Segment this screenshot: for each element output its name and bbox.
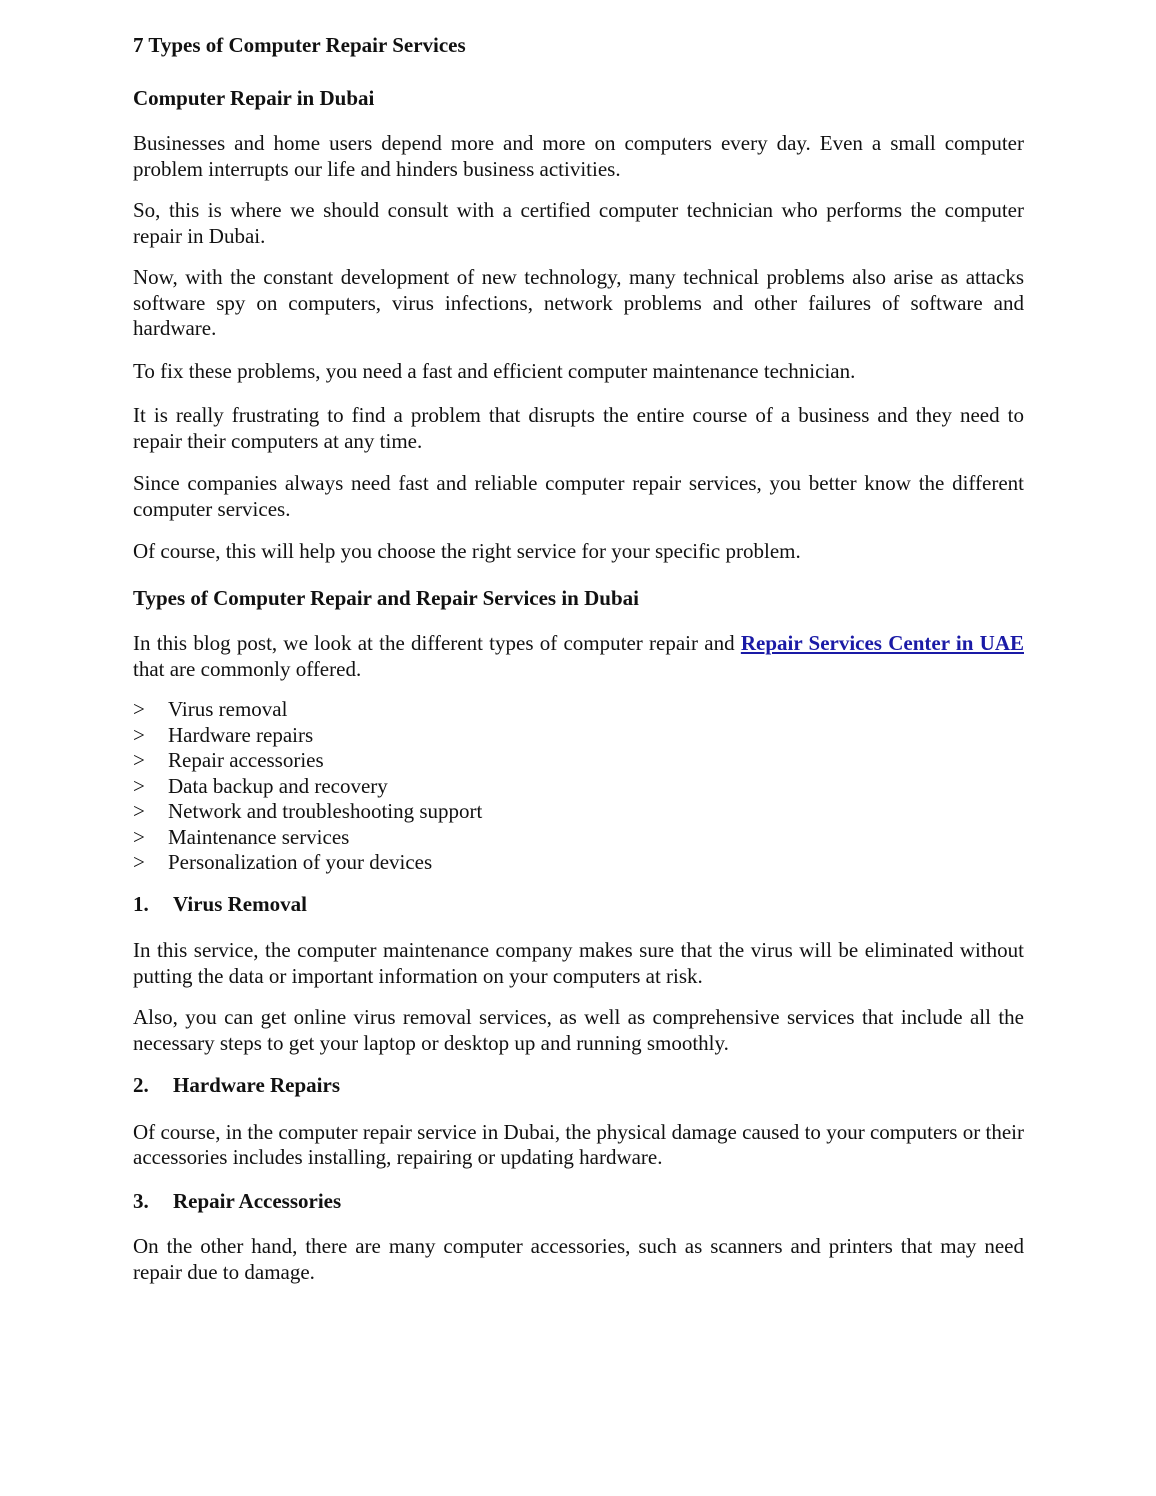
intro-paragraph: Now, with the constant development of new technology, many technical problems also arise as attacks software spy on computers, virus infections, network problems and other failures of software and hardware. (133, 265, 1024, 340)
list-item (133, 723, 1024, 749)
document-title: 7 Types of Computer Repair Services (133, 33, 466, 57)
list-item (133, 825, 1024, 851)
types-intro-text-end: that are commonly offered. (133, 656, 362, 681)
types-intro-paragraph (133, 631, 1024, 682)
intro-paragraph: To fix these problems, you need a fast and efficient computer maintenance technician. (133, 358, 856, 383)
list-item-label: Network and troubleshooting support (168, 799, 483, 823)
document-page (133, 33, 1024, 1285)
section-title: Repair Accessories (173, 1188, 342, 1213)
section-paragraph: In this service, the computer maintenance company makes sure that the virus will be eliminated without putting the data or important information on your computers at risk. (133, 938, 1024, 988)
bullet-marker: > (133, 799, 145, 823)
intro-paragraph: Since companies always need fast and reliable computer repair services, you better know the different computer services. (133, 471, 1024, 521)
list-item-label: Data backup and recovery (168, 773, 388, 798)
section-number: 2. (133, 1073, 149, 1097)
section-heading-hardware-repairs (133, 1073, 1024, 1099)
section-number: 3. (133, 1188, 149, 1213)
bullet-marker: > (133, 748, 145, 772)
services-list (133, 697, 1024, 876)
list-item-label: Personalization of your devices (168, 850, 433, 874)
list-item-label: Hardware repairs (168, 722, 314, 747)
intro-heading: Computer Repair in Dubai (133, 85, 375, 110)
section-heading-virus-removal (133, 892, 1024, 918)
section-title: Virus Removal (173, 891, 307, 916)
list-item (133, 774, 1024, 800)
list-item (133, 748, 1024, 774)
section-title: Hardware Repairs (173, 1073, 341, 1097)
list-item-label: Repair accessories (168, 748, 324, 772)
intro-paragraph: Businesses and home users depend more and more on computers every day. Even a small computer problem interrupts our life and hinders business activities. (133, 131, 1024, 181)
list-item (133, 850, 1024, 876)
list-item (133, 697, 1024, 723)
bullet-marker: > (133, 850, 145, 874)
types-intro-text: In this blog post, we look at the different types of computer repair and (133, 631, 741, 655)
section-paragraph: Of course, in the computer repair service in Dubai, the physical damage caused to your computers or their accessories includes installing, repairing or updating hardware. (133, 1119, 1024, 1169)
section-paragraph: Also, you can get online virus removal services, as well as comprehensive services that include all the necessary steps to get your laptop or desktop up and running smoothly. (133, 1005, 1024, 1055)
repair-services-center-link[interactable]: Repair Services Center in UAE (740, 631, 1024, 655)
list-item-label: Virus removal (168, 697, 288, 721)
section-number: 1. (133, 891, 149, 916)
intro-paragraph: So, this is where we should consult with a certified computer technician who performs the computer repair in Dubai. (133, 198, 1024, 248)
list-item-label: Maintenance services (168, 824, 350, 849)
bullet-marker: > (133, 697, 145, 721)
bullet-marker: > (133, 773, 145, 798)
intro-paragraph: Of course, this will help you choose the right service for your specific problem. (133, 539, 801, 563)
bullet-marker: > (133, 824, 145, 849)
intro-paragraph: It is really frustrating to find a problem that disrupts the entire course of a business and they need to repair their computers at any time. (133, 403, 1024, 453)
section-heading-repair-accessories (133, 1189, 1024, 1215)
section-paragraph: On the other hand, there are many computer accessories, such as scanners and printers that may need repair due to damage. (133, 1234, 1024, 1284)
bullet-marker: > (133, 722, 145, 747)
list-item (133, 799, 1024, 825)
types-heading: Types of Computer Repair and Repair Services in Dubai (133, 585, 639, 610)
